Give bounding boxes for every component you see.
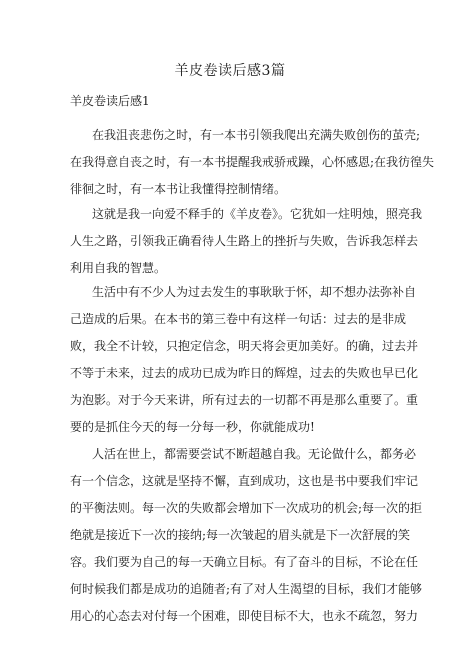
- paragraph-line: 不等于未来，过去的成功已成为昨日的辉煌，过去的失败也早已化: [70, 366, 419, 380]
- paragraph-line: 生活中有不少人为过去发生的事耿耿于怀，却不想办法弥补自: [92, 285, 417, 299]
- page-title: 羊皮卷读后感3篇: [174, 63, 286, 79]
- paragraph-line: 的平衡法则。每一次的失败都会增加下一次成功的机会;每一次的拒: [70, 501, 423, 515]
- paragraph-line: 利用自我的智慧。: [70, 261, 167, 275]
- paragraph-line: 己造成的后果。在本书的第三卷中有这样一句话：过去的是非成: [70, 312, 407, 326]
- paragraph-line: 为泡影。对于今天来讲，所有过去的一切都不再是那么重要了。重: [70, 393, 419, 407]
- paragraph-line: 人活在世上，都需要尝试不断超越自我。无论做什么，都务必: [92, 447, 417, 461]
- paragraph-line: 这就是我一向爱不释手的《羊皮卷》。它犹如一炷明烛，照亮我: [92, 207, 423, 221]
- paragraph-line: 在我沮丧悲伤之时，有一本书引领我爬出充满失败创伤的茧壳;: [92, 128, 421, 142]
- section-subtitle: 羊皮卷读后感1: [70, 94, 150, 108]
- paragraph-line: 何时候我们都是成功的追随者;有了对人生渴望的目标，我们才能够: [70, 582, 423, 596]
- paragraph-line: 要的是抓住今天的每一分每一秒，你就能成功!: [70, 420, 315, 434]
- paragraph-line: 人生之路，引领我正确看待人生路上的挫折与失败，告诉我怎样去: [70, 234, 419, 248]
- paragraph-line: 有一个信念，这就是坚持不懈，直到成功，这也是书中要我们牢记: [70, 474, 419, 488]
- paragraph-line: 徘徊之时，有一本书让我懂得控制情绪。: [70, 182, 287, 196]
- paragraph-line: 在我得意自丧之时，有一本书提醒我戒骄戒躁，心怀感恩;在我彷徨失: [70, 155, 435, 169]
- paragraph-line: 容。我们要为自己的每一天确立目标。有了奋斗的目标，不论在任: [70, 555, 419, 569]
- paragraph-line: 败，我全不计较，只抱定信念，明天将会更加美好。的确，过去并: [70, 339, 419, 353]
- paragraph-line: 绝就是接近下一次的接纳;每一次皱起的眉头就是下一次舒展的笑: [70, 528, 411, 542]
- paragraph-line: 用心的心态去对付每一个困难，即使目标不大，也永不疏忽，努力: [70, 609, 419, 623]
